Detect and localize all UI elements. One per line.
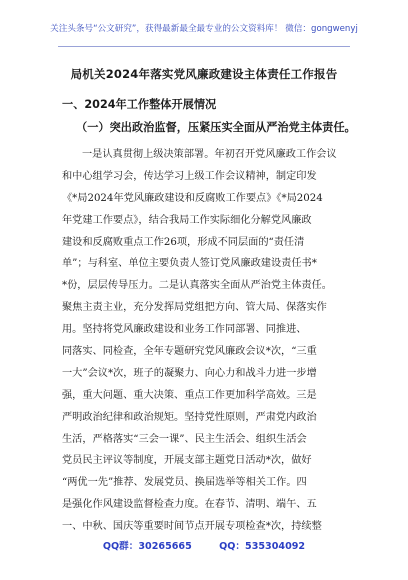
document-title: 局机关2024年落实党风廉政建设主体责任工作报告 <box>70 67 338 81</box>
subsection-heading: （一）突出政治监督，压紧压实全面从严治党主体责任。 <box>76 121 356 134</box>
body-line: 《*局2024年党风廉政建设和反腐败工作要点》《*局2024 <box>62 192 323 204</box>
body-line: 一、中秋、国庆等重要时间节点开展专项检查*次，持续整 <box>62 521 322 533</box>
header-divider <box>58 46 350 47</box>
qq-group-number: QQ群：30265665 <box>102 541 192 552</box>
body-text <box>62 144 350 538</box>
body-line: 年党建工作要点》，结合我局工作实际细化分解党风廉政 <box>62 214 312 226</box>
section-heading: 一、2024年工作整体开展情况 <box>62 98 217 111</box>
body-line: 和中心组学习会，传达学习上级工作会议精神，制定印发 <box>62 170 317 182</box>
body-line: 严明政治纪律和政治规矩。坚持党性原则，严肃党内政治 <box>62 411 317 423</box>
body-line: *份，层层传导压力。二是认真落实全面从严治党主体责任。 <box>62 280 332 292</box>
body-line: 生活，严格落实“三会一课”、民主生活会、组织生活会 <box>62 433 307 445</box>
body-line: 一大”会议*次，班子的凝聚力、向心力和战斗力进一步增 <box>62 367 317 379</box>
qq-number: QQ：535304092 <box>219 541 306 552</box>
body-line: 聚焦主责主业，充分发挥局党组把方向、管大局、保落实作 <box>62 302 327 314</box>
body-line: 是强化作风建设监督检查力度。在春节、清明、端午、五 <box>62 499 317 511</box>
body-line: 建设和反腐败重点工作26项，形成不同层面的“责任清 <box>62 236 305 248</box>
contact-footer <box>0 538 408 552</box>
promo-banner: 关注头条号“公文研究”，获得最新最全最专业的公文资料库！ 微信：gongwenyj <box>50 24 358 34</box>
body-line: 强，重大问题、重大决策、重点工作更加科学高效。三是 <box>62 389 317 401</box>
body-line: 一是认真贯彻上级决策部署。年初召开党风廉政工作会议 <box>82 149 337 160</box>
body-line: “两优一先”推荐、发展党员、换届选举等相关工作。四 <box>62 477 307 489</box>
body-line: 单”；与科室、单位主要负责人签订党风廉政建设责任书* <box>62 258 317 270</box>
body-line: 党员民主评议等制度，开展支部主题党日活动*次，做好 <box>62 455 312 467</box>
body-line: 同落实、同检查，全年专题研究党风廉政会议*次，“三重 <box>62 346 317 358</box>
body-line: 用。坚持将党风廉政建设和业务工作同部署、同推进、 <box>62 324 307 336</box>
